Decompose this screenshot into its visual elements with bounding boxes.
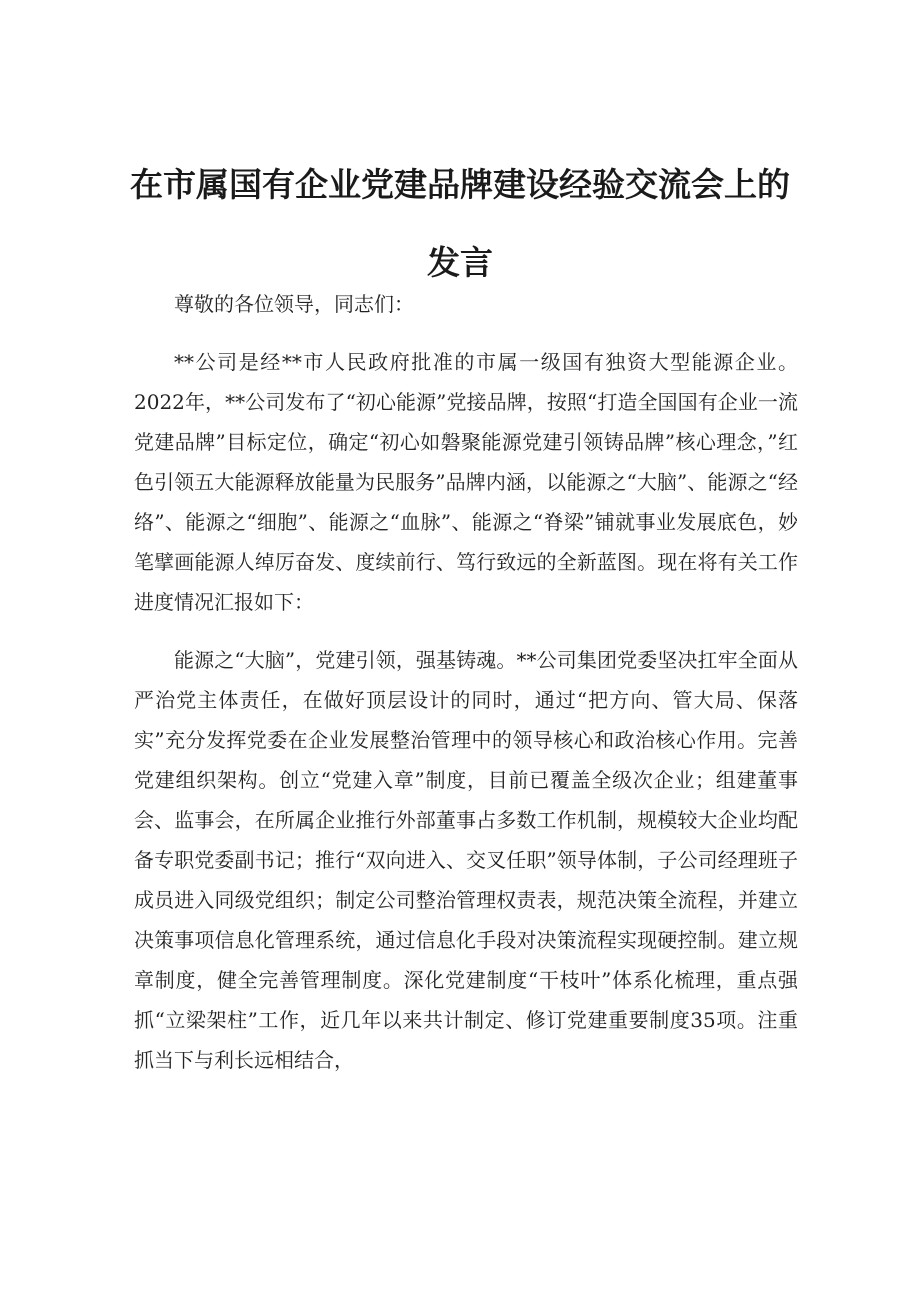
salutation: 尊敬的各位领导，同志们： (174, 292, 414, 316)
document-title-line-2: 发言 (427, 243, 493, 282)
paragraph-intro: **公司是经**市人民政府批准的市属一级国有独资大型能源企业。2022年，**公司发布了“初心能源”党接品牌，按照“打造全国国有企业一流党建品牌”目标定位，确定“初心如磐聚能源党建引领铸品牌”核心理念，”红色引领五大能源释放能量为民服务”品牌内涵，以能源之“大脑”、能源之“经络”、能源之“细胞”、能源之“血脉”、能源之“脊梁”铺就事业发展底色，妙笔擘画能源人绰厉奋发、度续前行、笃行致远的全新蓝图。现在将有关工作进度情况汇报如下： (134, 350, 798, 614)
paragraph-brain: 能源之“大脑”，党建引领，强基铸魂。**公司集团党委坚决扛牢全面从严治党主体责任，在做好顶层设计的同时，通过“把方向、管大局、保落实”充分发挥党委在企业发展整治管理中的领导核心和政治核心作用。完善党建组织架构。创立“党建入章”制度，目前已覆盖全级次企业；组建董事会、监事会，在所属企业推行外部董事占多数工作机制，规模较大企业均配备专职党委副书记；推行“双向进入、交叉任职”领导体制，子公司经理班子成员进入同级党组织；制定公司整治管理权责表，规范决策全流程，并建立决策事项信息化管理系统，通过信息化手段对决策流程实现硬控制。建立规章制度，健全完善管理制度。深化党建制度“干枝叶”体系化梳理，重点强抓“立梁架柱”工作，近几年以来共计制定、修订党建重要制度35项。注重抓当下与利长远相结合， (134, 648, 798, 1072)
document-title-line-1: 在市属国有企业党建品牌建设经验交流会上的 (130, 165, 790, 204)
